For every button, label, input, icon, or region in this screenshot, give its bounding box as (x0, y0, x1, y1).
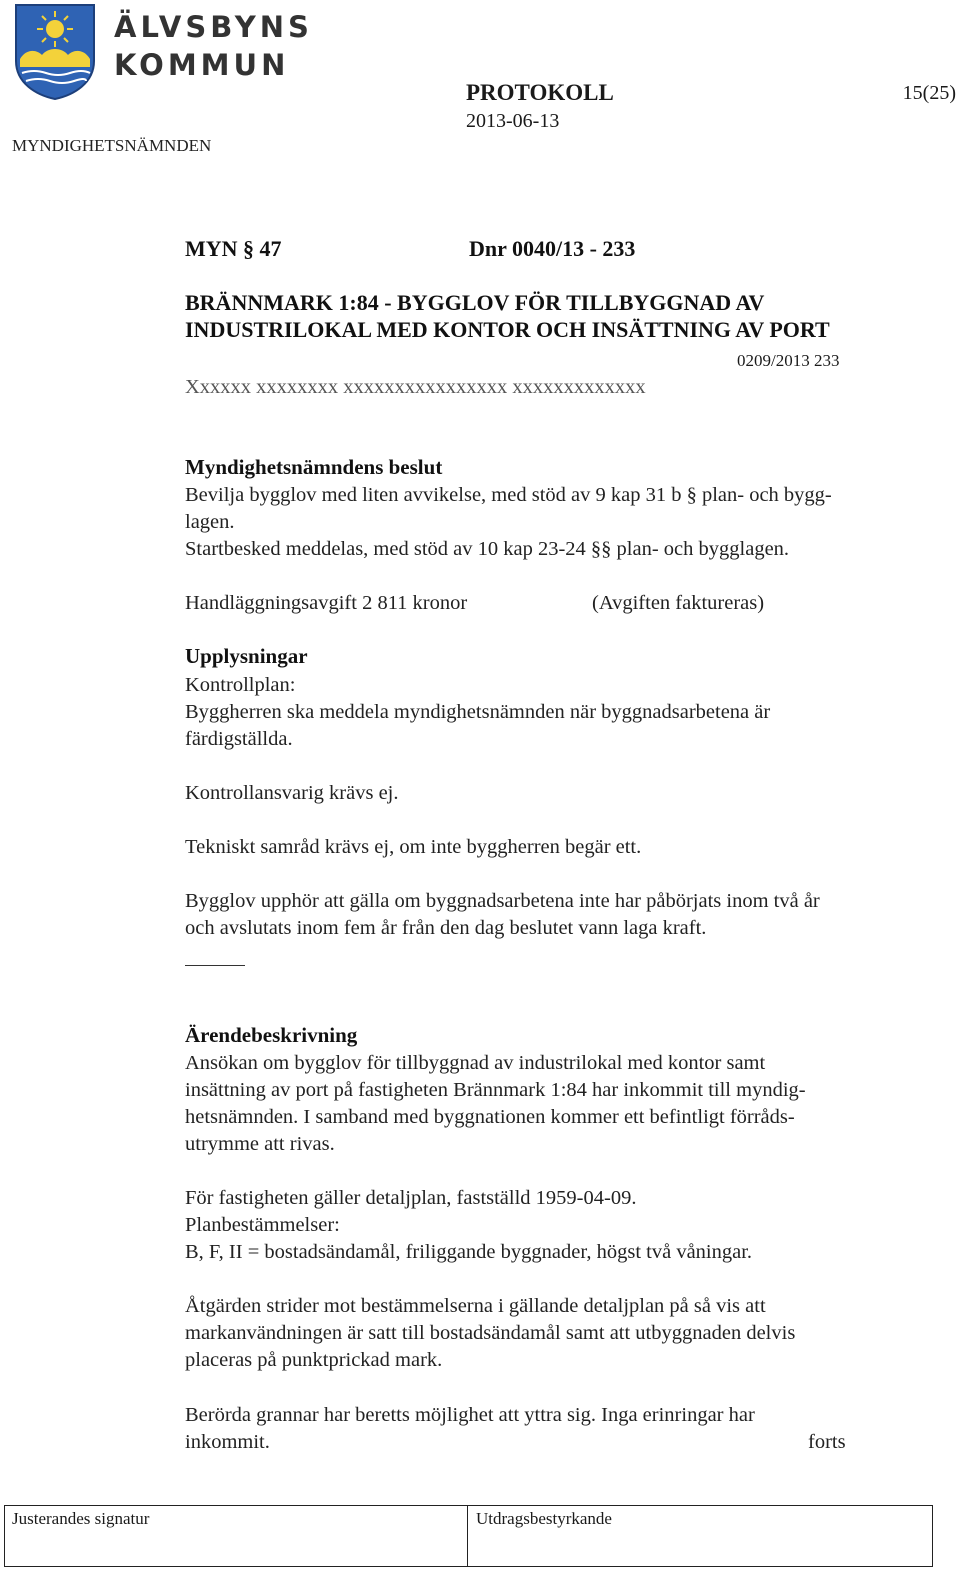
continued-label: forts (808, 1431, 846, 1453)
department-name: MYNDIGHETSNÄMNDEN (12, 136, 212, 155)
control-plan-label: Kontrollplan: (185, 674, 296, 696)
municipality-crest-icon (14, 3, 96, 100)
decision-line-2: lagen. (185, 511, 235, 533)
document-type: PROTOKOLL (466, 80, 614, 105)
logo-line-2: KOMMUN (114, 48, 290, 82)
desc-p4-line-1: Berörda grannar har beretts möjlighet att yttra sig. Inga erinringar har (185, 1404, 755, 1426)
desc-p4-line-2: inkommit. (185, 1431, 270, 1453)
desc-p3-line-2: markanvändningen är satt till bostadsändamål samt att utbyggnaden delvis (185, 1322, 796, 1344)
desc-p3-line-3: placeras på punktprickad mark. (185, 1349, 443, 1371)
logo-line-1: ÄLVSBYNS (114, 10, 313, 44)
fee-text: Handläggningsavgift 2 811 kronor (185, 592, 468, 614)
meeting-date: 2013-06-13 (466, 110, 560, 132)
fee-note: (Avgiften faktureras) (592, 592, 765, 614)
info-p4-line-2: och avslutats inom fem år från den dag beslutet vann laga kraft. (185, 917, 707, 939)
applicant-redacted: Xxxxxx xxxxxxxx xxxxxxxxxxxxxxxx xxxxxxxxxxxxx (185, 376, 646, 398)
signature-label: Justerandes signatur (12, 1509, 150, 1528)
page-number: 15(25) (902, 82, 956, 104)
desc-p2-line-2: Planbestämmelser: (185, 1214, 340, 1236)
desc-p2-line-1: För fastigheten gäller detaljplan, fastställd 1959-04-09. (185, 1187, 637, 1209)
desc-p1-line-1: Ansökan om bygglov för tillbyggnad av industrilokal med kontor samt (185, 1052, 766, 1074)
signature-box-divider (467, 1505, 468, 1567)
desc-p1-line-3: hetsnämnden. I samband med byggnationen kommer ett befintligt förråds- (185, 1106, 795, 1128)
description-heading: Ärendebeskrivning (185, 1023, 358, 1047)
desc-p3-line-1: Åtgärden strider mot bestämmelserna i gällande detaljplan på så vis att (185, 1295, 766, 1317)
decision-heading: Myndighetsnämndens beslut (185, 455, 443, 479)
info-heading: Upplysningar (185, 644, 308, 668)
desc-p1-line-4: utrymme att rivas. (185, 1133, 335, 1155)
desc-p1-line-2: insättning av port på fastigheten Brännmark 1:84 har inkommit till myndig- (185, 1079, 806, 1101)
desc-p2-line-3: B, F, II = bostadsändamål, friliggande byggnader, högst två våningar. (185, 1241, 753, 1263)
reference-number: 0209/2013 233 (737, 351, 840, 370)
decision-line-1: Bevilja bygglov med liten avvikelse, med stöd av 9 kap 31 b § plan- och bygg- (185, 484, 832, 506)
info-p1-line-2: färdigställda. (185, 728, 293, 750)
info-p2: Kontrollansvarig krävs ej. (185, 782, 399, 804)
info-p3: Tekniskt samråd krävs ej, om inte byggherren begär ett. (185, 836, 642, 858)
info-p1-line-1: Byggherren ska meddela myndighetsnämnden när byggnadsarbetena är (185, 701, 771, 723)
case-title-line-1: BRÄNNMARK 1:84 - BYGGLOV FÖR TILLBYGGNAD AV (185, 290, 765, 315)
diary-number: Dnr 0040/13 - 233 (469, 236, 636, 261)
extract-label: Utdragsbestyrkande (476, 1509, 612, 1528)
paragraph-number: MYN § 47 (185, 236, 282, 261)
decision-line-3: Startbesked meddelas, med stöd av 10 kap 23-24 §§ plan- och bygglagen. (185, 538, 790, 560)
separator-line (185, 965, 245, 966)
info-p4-line-1: Bygglov upphör att gälla om byggnadsarbetena inte har påbörjats inom två år (185, 890, 820, 912)
case-title-line-2: INDUSTRILOKAL MED KONTOR OCH INSÄTTNING AV PORT (185, 317, 830, 342)
